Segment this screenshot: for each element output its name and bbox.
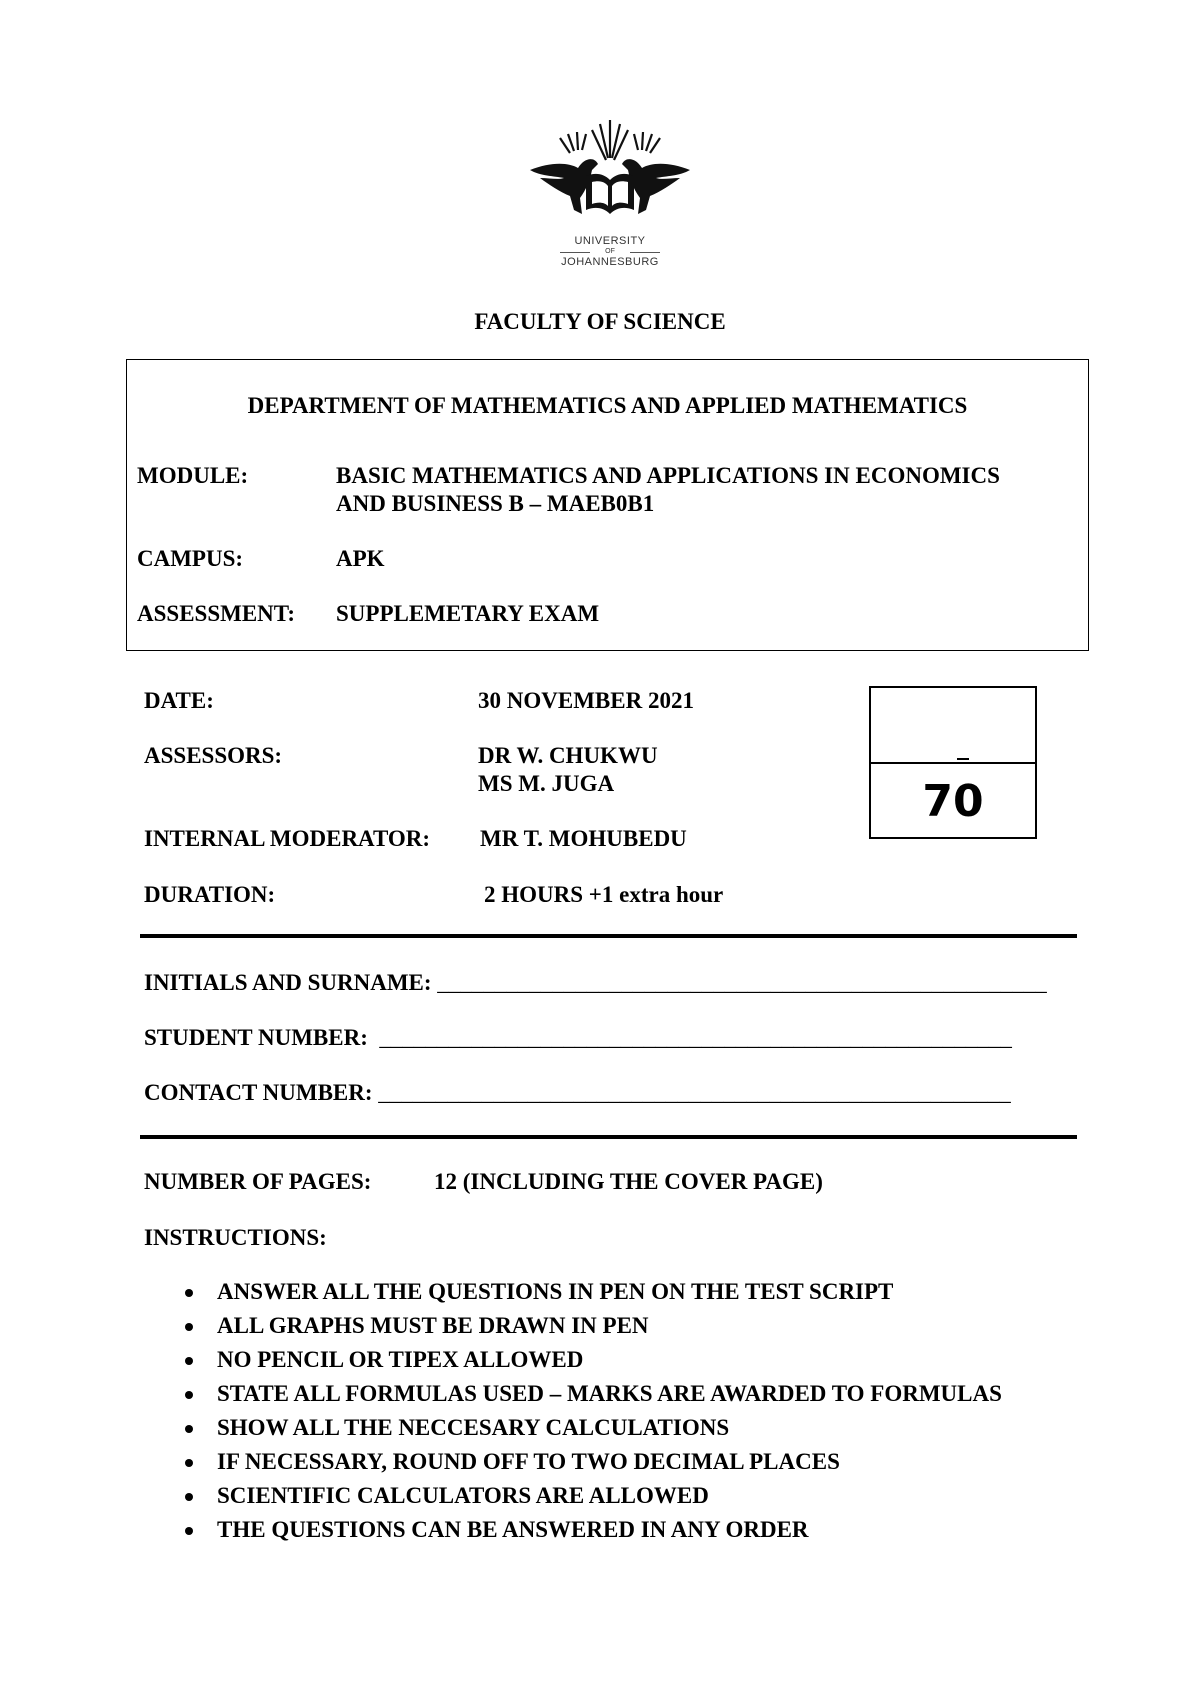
- contact-number-row[interactable]: [144, 1079, 1011, 1106]
- pages-label: NUMBER OF PAGES:: [144, 1169, 372, 1194]
- assessment-label: ASSESSMENT:: [137, 601, 296, 626]
- name-field-blank[interactable]: _____________________________________________________: [437, 970, 1047, 995]
- student-number-label: STUDENT NUMBER:: [144, 1025, 368, 1050]
- instruction-item: SHOW ALL THE NECCESARY CALCULATIONS: [181, 1414, 1002, 1448]
- instruction-item: SCIENTIFIC CALCULATORS ARE ALLOWED: [181, 1482, 1002, 1516]
- instructions-label: INSTRUCTIONS:: [144, 1225, 327, 1250]
- total-marks: 70: [922, 776, 984, 827]
- logo-university-text: UNIVERSITY: [574, 235, 646, 247]
- bullet-icon: [185, 1357, 193, 1365]
- bullet-icon: [185, 1425, 193, 1433]
- marks-box-divider: [869, 762, 1037, 764]
- logo-of-text: OF: [605, 248, 615, 255]
- instruction-item: THE QUESTIONS CAN BE ANSWERED IN ANY ORDER: [181, 1516, 1002, 1550]
- bullet-icon: [185, 1391, 193, 1399]
- bullet-icon: [185, 1289, 193, 1297]
- instruction-item: ANSWER ALL THE QUESTIONS IN PEN ON THE TEST SCRIPT: [181, 1278, 1002, 1312]
- faculty-title: FACULTY OF SCIENCE: [474, 309, 726, 334]
- instruction-item: STATE ALL FORMULAS USED – MARKS ARE AWARDED TO FORMULAS: [181, 1380, 1002, 1414]
- bullet-icon: [185, 1527, 193, 1535]
- moderator-label: INTERNAL MODERATOR:: [144, 826, 431, 851]
- moderator-value: MR T. MOHUBEDU: [480, 826, 687, 851]
- module-value-line1: BASIC MATHEMATICS AND APPLICATIONS IN ECONOMICS: [336, 463, 1000, 488]
- marks-box-dash: [957, 758, 969, 760]
- duration-value: 2 HOURS +1 extra hour: [484, 882, 724, 907]
- bullet-icon: [185, 1493, 193, 1501]
- department-title: DEPARTMENT OF MATHEMATICS AND APPLIED MATHEMATICS: [247, 393, 968, 418]
- module-label: MODULE:: [137, 463, 249, 488]
- assessors-label: ASSESSORS:: [144, 743, 283, 768]
- campus-value: APK: [336, 546, 385, 571]
- contact-number-blank[interactable]: _______________________________________________________: [378, 1080, 1011, 1105]
- university-logo: [520, 118, 700, 273]
- name-field-label: INITIALS AND SURNAME:: [144, 970, 432, 995]
- duration-label: DURATION:: [144, 882, 276, 907]
- assessor-1: DR W. CHUKWU: [478, 743, 658, 768]
- assessment-value: SUPPLEMETARY EXAM: [336, 601, 600, 626]
- divider-bottom: [140, 1135, 1077, 1139]
- instruction-item: NO PENCIL OR TIPEX ALLOWED: [181, 1346, 1002, 1380]
- date-label: DATE:: [144, 688, 214, 713]
- logo-johannesburg-text: JOHANNESBURG: [561, 256, 659, 268]
- student-number-blank[interactable]: _______________________________________________________: [379, 1025, 1012, 1050]
- student-number-row[interactable]: [144, 1024, 1012, 1051]
- instructions-list: [181, 1278, 1002, 1550]
- bird-emblem-icon: [520, 118, 700, 233]
- name-field-row[interactable]: [144, 969, 1047, 996]
- bullet-icon: [185, 1459, 193, 1467]
- instruction-item: IF NECESSARY, ROUND OFF TO TWO DECIMAL PLACES: [181, 1448, 1002, 1482]
- divider-top: [140, 934, 1077, 938]
- campus-label: CAMPUS:: [137, 546, 244, 571]
- pages-value: 12 (INCLUDING THE COVER PAGE): [434, 1169, 823, 1194]
- assessor-2: MS M. JUGA: [478, 771, 615, 796]
- date-value: 30 NOVEMBER 2021: [478, 688, 694, 713]
- contact-number-label: CONTACT NUMBER:: [144, 1080, 373, 1105]
- bullet-icon: [185, 1323, 193, 1331]
- instruction-item: ALL GRAPHS MUST BE DRAWN IN PEN: [181, 1312, 1002, 1346]
- module-value-line2: AND BUSINESS B – MAEB0B1: [336, 491, 655, 516]
